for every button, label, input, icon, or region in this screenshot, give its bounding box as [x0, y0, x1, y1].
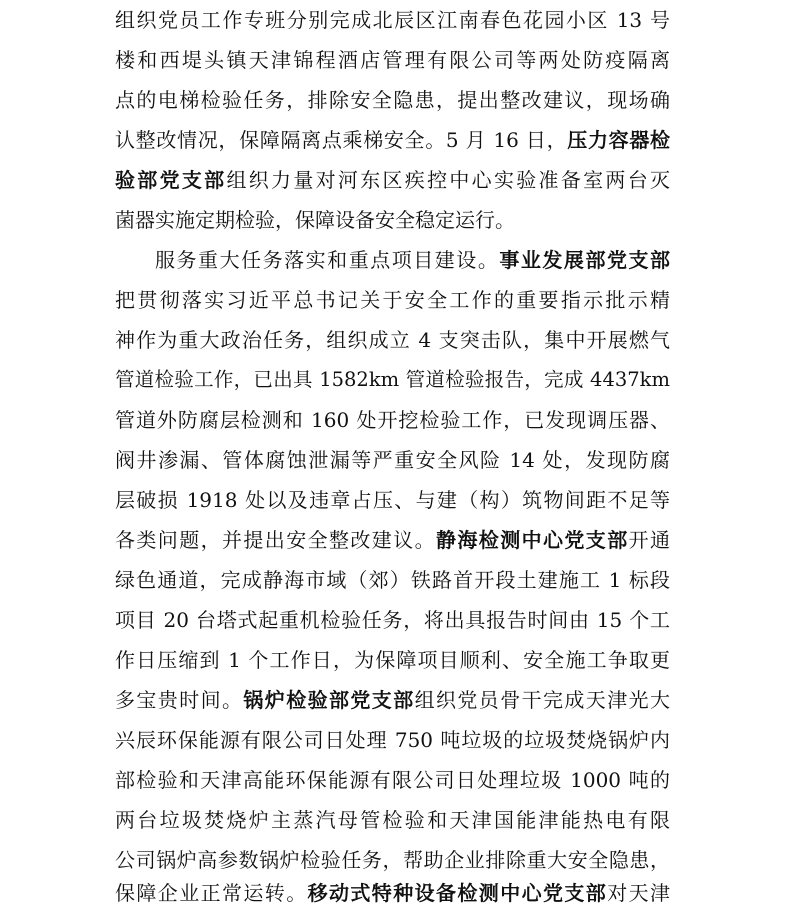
text-line [115, 400, 670, 440]
text-line [115, 200, 670, 240]
text-run: 保障企业正常运转。 [115, 881, 308, 905]
text-run: 绿色通道，完成静海市域（郊）铁路首开段土建施工 1 标段 [115, 568, 670, 592]
text-run: 层破损 1918 处以及违章占压、与建（构）筑物间距不足等 [115, 488, 670, 512]
bold-heading-run: 静海检测中心党支部 [436, 528, 629, 552]
text-run: 多宝贵时间。 [115, 688, 244, 712]
bold-heading-run: 验部党支部 [115, 168, 227, 192]
text-run: 阀井渗漏、管体腐蚀泄漏等严重安全风险 14 处，发现防腐 [115, 448, 670, 472]
text-run: 神作为重大政治任务，组织成立 4 支突击队，集中开展燃气 [115, 328, 670, 352]
text-run: 楼和西堤头镇天津锦程酒店管理有限公司等两处防疫隔离 [115, 48, 670, 72]
text-run: 服务重大任务落实和重点项目建设。 [155, 248, 500, 272]
text-run: 组织党员骨干完成天津光大 [414, 688, 671, 712]
text-line [115, 560, 670, 600]
text-line [115, 873, 670, 913]
text-run: 组织力量对河东区疾控中心实验准备室两台灭 [226, 168, 671, 192]
text-run: 组织党员工作专班分别完成北辰区江南春色花园小区 13 号 [115, 8, 670, 32]
text-run: 开通 [628, 528, 671, 552]
text-run: 管道外防腐层检测和 160 处开挖检验工作，已发现调压器、 [115, 408, 670, 432]
bold-heading-run: 移动式特种设备检测中心党支部 [307, 881, 608, 905]
text-run: 菌器实施定期检验，保障设备安全稳定运行。 [115, 208, 515, 232]
text-line [115, 640, 670, 680]
text-run: 点的电梯检验任务，排除安全隐患，提出整改建议，现场确 [115, 88, 670, 112]
text-run: 公司锅炉高参数锅炉检验任务，帮助企业排除重大安全隐患， [115, 848, 670, 872]
text-line [115, 720, 670, 760]
bold-heading-run: 锅炉检验部党支部 [243, 688, 415, 712]
text-run: 管道检验工作，已出具 1582km 管道检验报告，完成 4437km [115, 368, 670, 391]
text-run: 项目 20 台塔式起重机检验任务，将出具报告时间由 15 个工 [115, 608, 670, 632]
text-line [115, 40, 670, 80]
text-line [155, 240, 670, 280]
text-line [115, 760, 670, 800]
text-line [115, 120, 670, 160]
text-run: 作日压缩到 1 个工作日，为保障项目顺利、安全施工争取更 [115, 648, 670, 672]
text-line [115, 600, 670, 640]
text-line [115, 320, 670, 360]
text-line [115, 440, 670, 480]
text-line [115, 360, 670, 400]
text-line [115, 800, 670, 840]
text-run: 对天津 [607, 881, 671, 905]
text-run: 把贯彻落实习近平总书记关于安全工作的重要指示批示精 [115, 288, 670, 312]
text-line [115, 520, 670, 560]
text-line [115, 280, 670, 320]
text-run: 两台垃圾焚烧炉主蒸汽母管检验和天津国能津能热电有限 [115, 808, 670, 832]
text-run: 各类问题，并提出安全整改建议。 [115, 528, 436, 552]
text-line [115, 80, 670, 120]
text-line [115, 680, 670, 720]
bold-heading-run: 事业发展部党支部 [499, 248, 671, 272]
text-line [115, 0, 670, 40]
bold-heading-run: 压力容器检 [567, 128, 670, 152]
text-run: 认整改情况，保障隔离点乘梯安全。5 月 16 日， [115, 128, 568, 152]
text-run: 兴辰环保能源有限公司日处理 750 吨垃圾的垃圾焚烧锅炉内 [115, 728, 670, 752]
text-run: 部检验和天津高能环保能源有限公司日处理垃圾 1000 吨的 [115, 768, 670, 792]
text-line [115, 160, 670, 200]
text-line [115, 480, 670, 520]
